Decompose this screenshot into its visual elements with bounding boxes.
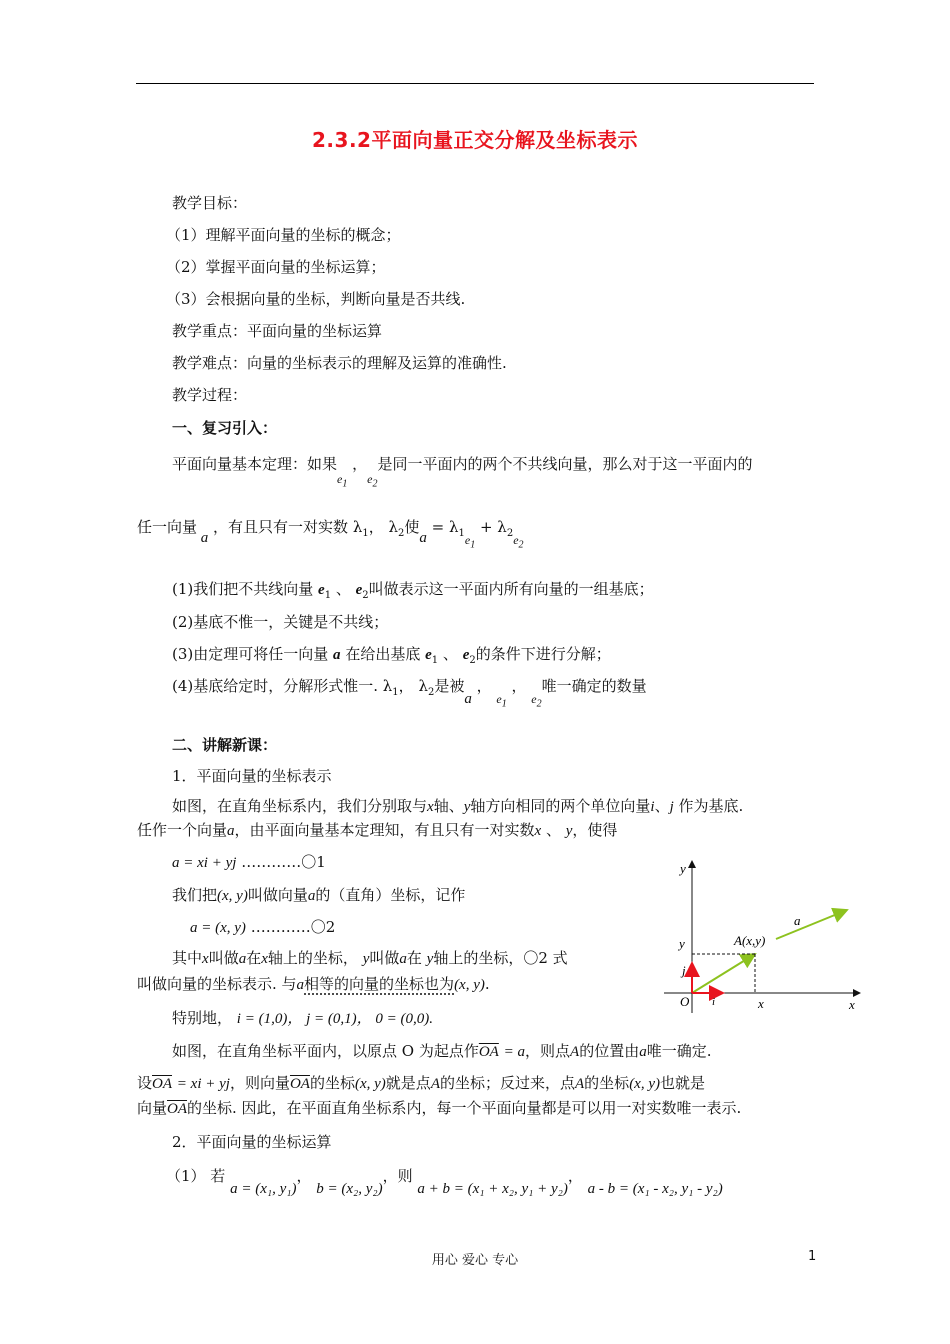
process-heading: 教学过程： <box>172 386 248 404</box>
t: 唯一确定. <box>646 1042 712 1060</box>
point-3-b: 在给出基底 <box>345 645 421 663</box>
vector-a: a = (x₁, y₁) <box>230 1181 297 1197</box>
t: ，则点 <box>525 1042 571 1060</box>
basis-values: i = (1,0)， j = (0,1)， 0 = (0,0). <box>236 1011 433 1027</box>
t: ，由平面向量基本定理知，有且只有一对实数 <box>234 821 535 839</box>
point-1-a: (1)我们把不共线向量 <box>172 580 314 598</box>
sum: a + b = (x₁ + x₂, y₁ + y₂) <box>417 1181 568 1197</box>
point-1-b: 叫做表示这一平面内所有向量的一组基底； <box>368 580 654 598</box>
t: 在 <box>246 949 262 967</box>
para-4-line-2: 设$\overline{OA}$ = xi + yj，则向量$\overline{OA}$的坐标(x, y)就是点A的坐标；反过来，点A的坐标(x, y)也就是 <box>137 1074 706 1092</box>
t: 向量 <box>137 1099 168 1117</box>
theorem-part-c: 任一向量 <box>137 518 198 536</box>
t: 作为基底. <box>678 797 744 815</box>
t: 的（直角）坐标，记作 <box>315 886 466 904</box>
page-title: 2.3.2平面向量正交分解及坐标表示 <box>312 128 638 152</box>
para-1-line-1: 如图，在直角坐标系内，我们分别取与x轴、y轴方向相同的两个单位向量i、j 作为基底. <box>172 797 744 815</box>
footer: 用心 爱心 专心 <box>431 1253 519 1268</box>
j-label: j <box>682 963 686 978</box>
difficulty: 教学难点：向量的坐标表示的理解及运算的准确性. <box>172 354 507 372</box>
t: 特别地， <box>172 1009 233 1027</box>
theorem-part-a: 平面向量基本定理：如果 <box>172 455 338 473</box>
point-3-c: 的条件下进行分解； <box>475 645 611 663</box>
vector-oa <box>692 954 755 993</box>
coordinate-figure <box>654 853 864 1018</box>
theorem-part-b: 是同一平面内的两个不共线向量，那么对于这一平面内的 <box>377 455 753 473</box>
theorem-part-e: 使 <box>404 518 420 536</box>
equation-2 <box>190 917 335 938</box>
t: 如图，在直角坐标平面内，以原点 O 为起点作 <box>172 1042 479 1060</box>
t: 的位置由 <box>579 1042 640 1060</box>
t: 叫做向量的坐标表示. 与 <box>137 975 297 993</box>
point-4-a: (4)基底给定时，分解形式惟一. λ <box>172 677 393 695</box>
difference: a - b = (x₁ - x₂, y₁ - y₂) <box>587 1181 723 1197</box>
point-3-a: (3)由定理可将任一向量 <box>172 645 329 663</box>
para-4-line-1: 如图，在直角坐标平面内，以原点 O 为起点作$\overline{OA} = a$，则点A的位置由a唯一确定. <box>172 1042 712 1060</box>
eq1: a = xi + yj <box>172 855 237 871</box>
tick-y-label: y <box>679 936 685 951</box>
t: 设 <box>137 1074 153 1092</box>
eq1-tail: …………〇1 <box>241 853 326 871</box>
para-3-line-2: 叫做向量的坐标表示. 与a相等的向量的坐标也为(x, y). <box>137 975 490 993</box>
x-axis-label: x <box>849 997 855 1012</box>
subsection-1: 1．平面向量的坐标表示 <box>172 767 332 785</box>
objectives-heading: 教学目标： <box>172 194 248 212</box>
coord-ops-line: （1） 若 a = (x₁, y₁)， b = (x₂, y₂)，则 a + b = (x₁ + x₂, y₁ + y₂)， a - b = (x₁ - x₂, y₁ - y₂) <box>166 1167 723 1197</box>
t: 轴上的坐标， <box>267 949 358 967</box>
point-3: (3)由定理可将任一向量 a 在给出基底 $e_1$ 、 $e_2$的条件下进行分解； <box>172 645 611 666</box>
special-basis <box>172 1008 433 1029</box>
t: 轴方向相同的两个单位向量 <box>470 797 651 815</box>
vector-a-label: a <box>794 913 801 928</box>
tick-x-label: x <box>758 996 764 1011</box>
y-axis-label: y <box>680 861 686 876</box>
point-a-label: A(x,y) <box>734 933 766 948</box>
t: 的坐标 <box>309 1074 355 1092</box>
para-1-line-2: 任作一个向量a，由平面向量基本定理知，有且只有一对实数x 、 y，使得 <box>137 821 618 839</box>
objective-3: （3）会根据向量的坐标，判断向量是否共线. <box>166 290 466 308</box>
eq2: a = (x, y) <box>190 920 246 936</box>
t: （1） 若 <box>166 1167 226 1185</box>
para-3-line-1: 其中x叫做a在x轴上的坐标， y叫做a在 y轴上的坐标，〇2 式 <box>172 949 568 967</box>
theorem-line-1: 平面向量基本定理：如果$e_1$ ，$e_2$是同一平面内的两个不共线向量，那么对于这一平面内的 <box>172 455 753 490</box>
point-4-b: 是被 <box>434 677 465 695</box>
t: 的坐标 <box>584 1074 630 1092</box>
eq2-tail: …………〇2 <box>250 918 336 936</box>
para-2: 我们把(x, y)叫做向量a的（直角）坐标，记作 <box>172 886 466 904</box>
equation-1 <box>172 852 326 873</box>
page-number: 1 <box>808 1249 817 1264</box>
section2-heading: 二、讲解新课： <box>172 736 278 754</box>
t: 其中 <box>172 949 203 967</box>
t: 叫做 <box>208 949 239 967</box>
t: ，则 <box>382 1167 413 1185</box>
t: 叫做向量 <box>247 886 308 904</box>
t: 也就是 <box>660 1074 706 1092</box>
t: 的坐标. 因此，在平面直角坐标系内，每一个平面向量都是可以用一对实数唯一表示. <box>187 1099 742 1117</box>
section1-heading: 一、复习引入： <box>172 419 278 437</box>
point-2: (2)基底不惟一，关键是不共线； <box>172 613 389 631</box>
i-label: i <box>712 996 716 1008</box>
subsection-2: 2．平面向量的坐标运算 <box>172 1133 332 1151</box>
t: 轴、 <box>433 797 464 815</box>
t: ，则向量 <box>229 1074 290 1092</box>
t: 就是点 <box>385 1074 431 1092</box>
theorem-line-2: 任一向量 a ，有且只有一对实数 $\lambda_1$， $\lambda_2$使$a = \lambda_1e_1 + \lambda_2e_2$ <box>137 518 524 551</box>
vector-b: b = (x₂, y₂) <box>316 1181 383 1197</box>
header-rule <box>136 83 814 84</box>
t: 相等的向量的坐标也为 <box>304 975 455 993</box>
para-4-line-3: 向量$\overline{OA}$的坐标. 因此，在平面直角坐标系内，每一个平面向量都是可以用一对实数唯一表示. <box>137 1099 742 1117</box>
point-4: (4)基底给定时，分解形式惟一. $\lambda_1$， $\lambda_2$是被a ， $e_1$ ， $e_2$唯一确定的数量 <box>172 677 647 710</box>
point-4-c: 唯一确定的数量 <box>541 677 647 695</box>
t: 任作一个向量 <box>137 821 228 839</box>
point-1: (1)我们把不共线向量 $e_1$ 、 $e_2$叫做表示这一平面内所有向量的一组基底； <box>172 580 654 601</box>
t: 的坐标；反过来，点 <box>439 1074 575 1092</box>
key-point: 教学重点：平面向量的坐标运算 <box>172 322 383 340</box>
origin-label: O <box>680 994 690 1009</box>
t: 轴上的坐标，〇2 式 <box>433 949 568 967</box>
t: 叫做 <box>369 949 400 967</box>
vector-a <box>776 910 847 939</box>
theorem-part-d: ，有且只有一对实数 λ <box>213 518 363 536</box>
t: 如图，在直角坐标系内，我们分别取与 <box>172 797 428 815</box>
t: 我们把 <box>172 886 218 904</box>
objective-1: （1）理解平面向量的坐标的概念； <box>166 226 401 244</box>
objective-2: （2）掌握平面向量的坐标运算； <box>166 258 386 276</box>
t: ，使得 <box>572 821 618 839</box>
